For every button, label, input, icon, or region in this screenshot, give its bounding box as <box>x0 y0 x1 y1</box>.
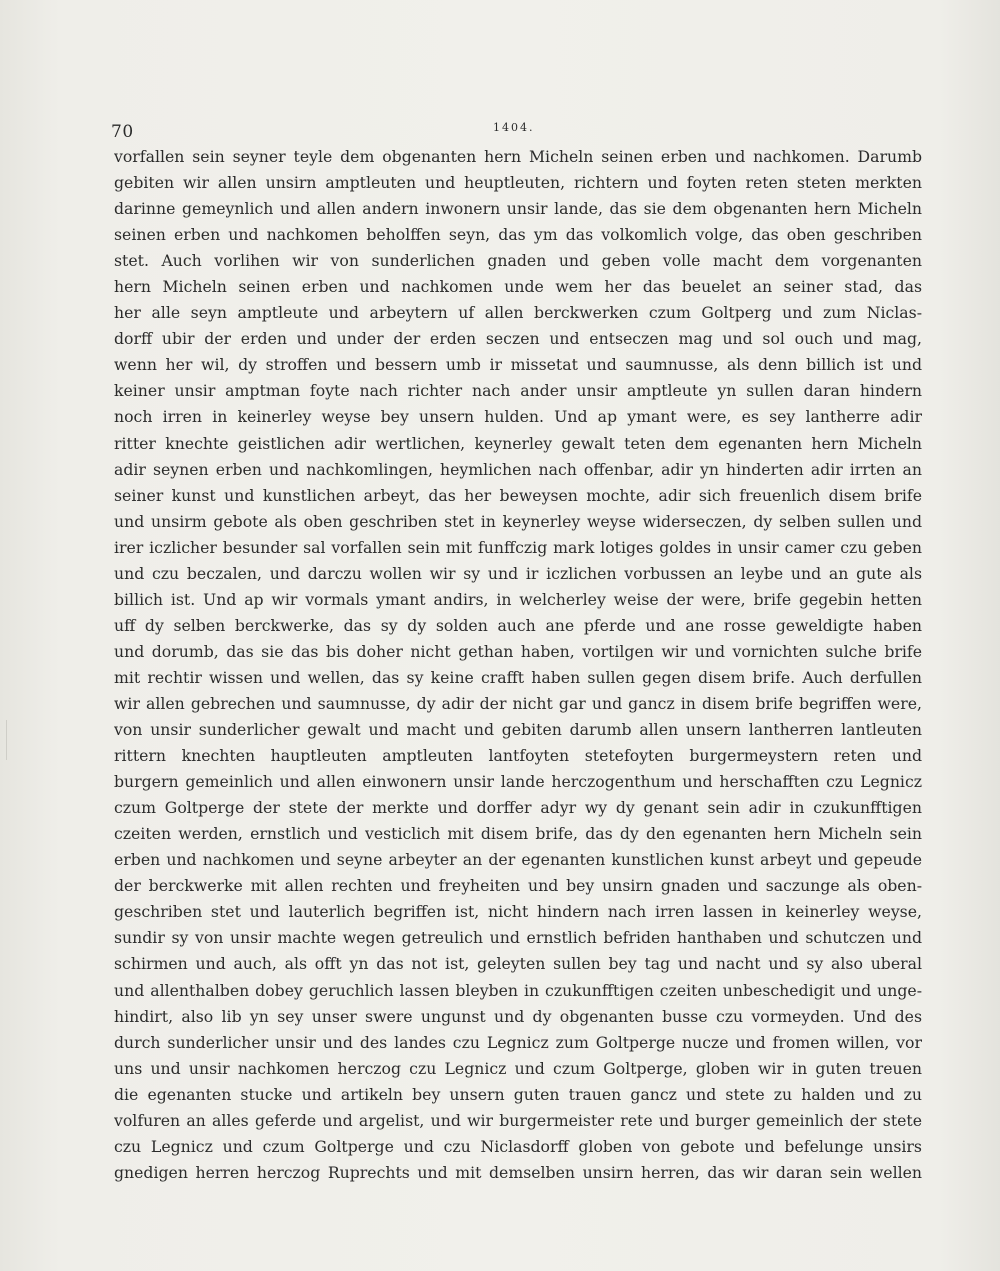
text-line: uns und unsir nachkomen herczog czu Legnicz und czum Goltperge, globen wir in guten treuen <box>114 1058 922 1078</box>
text-line: keiner unsir amptman foyte nach richter nach ander unsir amptleute yn sullen daran hindern <box>114 381 922 401</box>
text-line: czeiten werden, ernstlich und vesticlich mit disem brife, das dy den egenanten hern Micheln sein <box>114 824 922 844</box>
text-line: uff dy selben berckwerke, das sy dy solden auch ane pferde und ane rosse geweldigte haben <box>114 615 922 635</box>
text-line: irer iczlicher besunder sal vorfallen sein mit funffczig mark lotiges goldes in unsir camer czu geben <box>114 537 922 557</box>
text-line: hindirt, also lib yn sey unser swere ungunst und dy obgenanten busse czu vormeyden. Und des <box>114 1006 922 1026</box>
text-line: dorff ubir der erden und under der erden seczen und entseczen mag und sol ouch und mag, <box>114 329 922 349</box>
text-line: seinen erben und nachkomen beholffen seyn, das ym das volkomlich volge, das oben geschriben <box>114 225 922 245</box>
text-line: und allenthalben dobey geruchlich lassen bleyben in czukunfftigen czeiten unbeschedigit und unge- <box>114 980 922 1000</box>
text-line: sundir sy von unsir machte wegen getreulich und ernstlich befriden hanthaben und schutczen und <box>114 928 922 948</box>
text-line: schirmen und auch, als offt yn das not ist, geleyten sullen bey tag und nacht und sy also uberal <box>114 954 922 974</box>
text-line: noch irren in keinerley weyse bey unsern hulden. Und ap ymant were, es sey lantherre adir <box>114 407 922 427</box>
text-line: wenn her wil, dy stroffen und bessern umb ir missetat und saumnusse, als denn billich ist und <box>114 355 922 375</box>
text-line: wir allen gebrechen und saumnusse, dy adir der nicht gar und gancz in disem brife begriffen were, <box>114 693 922 713</box>
text-line: billich ist. Und ap wir vormals ymant andirs, in welcherley weise der were, brife gegebin hetten <box>114 589 922 609</box>
text-line: volfuren an alles geferde und argelist, und wir burgermeister rete und burger gemeinlich der stete <box>114 1110 922 1130</box>
text-line: burgern gemeinlich und allen einwonern unsir lande herczogenthum und herschafften czu Legnicz <box>114 772 922 792</box>
text-line: stet. Auch vorlihen wir von sunderlichen gnaden und geben volle macht dem vorgenanten <box>114 251 922 271</box>
text-line: und dorumb, das sie das bis doher nicht gethan haben, vortilgen wir und vornichten sulche brife <box>114 641 922 661</box>
text-line: rittern knechten hauptleuten amptleuten lantfoyten stetefoyten burgermeystern reten und <box>114 746 922 766</box>
text-line: czum Goltperge der stete der merkte und dorffer adyr wy dy genant sein adir in czukunfftigen <box>114 798 922 818</box>
text-line: seiner kunst und kunstlichen arbeyt, das her beweysen mochte, adir sich freuenlich disem brife <box>114 485 922 505</box>
body-text <box>114 144 922 1186</box>
text-line: czu Legnicz und czum Goltperge und czu Niclasdorff globen von gebote und befelunge unsirs <box>114 1136 922 1156</box>
text-line: ritter knechte geistlichen adir wertlichen, keynerley gewalt teten dem egenanten hern Micheln <box>114 433 922 453</box>
text-line: der berckwerke mit allen rechten und freyheiten und bey unsirn gnaden und saczunge als oben- <box>114 876 922 896</box>
text-line: vorfallen sein seyner teyle dem obgenanten hern Micheln seinen erben und nachkomen. Darumb <box>114 147 922 166</box>
text-line: her alle seyn amptleute und arbeytern uf allen berckwerken czum Goltperg und zum Niclas- <box>114 303 922 323</box>
running-head-year: 1404. <box>493 121 535 134</box>
scan-gutter-mark <box>6 720 7 760</box>
text-line: darinne gemeynlich und allen andern inwonern unsir lande, das sie dem obgenanten hern Micheln <box>114 199 922 219</box>
text-line: gnedigen herren herczog Ruprechts und mit demselben unsirn herren, das wir daran sein wellen <box>114 1162 922 1182</box>
text-line: geschriben stet und lauterlich begriffen ist, nicht hindern nach irren lassen in keinerley weyse, <box>114 902 922 922</box>
text-line: adir seynen erben und nachkomlingen, heymlichen nach offenbar, adir yn hinderten adir irrten an <box>114 459 922 479</box>
text-line: mit rechtir wissen und wellen, das sy keine crafft haben sullen gegen disem brife. Auch derfullen <box>114 667 922 687</box>
text-line: erben und nachkomen und seyne arbeyter an der egenanten kunstlichen kunst arbeyt und gepeude <box>114 850 922 870</box>
text-line: durch sunderlicher unsir und des landes czu Legnicz zum Goltperge nucze und fromen willen, vor <box>114 1032 922 1052</box>
text-line: gebiten wir allen unsirn amptleuten und heuptleuten, richtern und foyten reten steten merkten <box>114 173 922 193</box>
page-number: 70 <box>111 122 134 142</box>
text-line: von unsir sunderlicher gewalt und macht und gebiten darumb allen unsern lantherren lantleuten <box>114 720 922 740</box>
text-line: und unsirm gebote als oben geschriben stet in keynerley weyse widerseczen, dy selben sullen und <box>114 511 922 531</box>
text-line: die egenanten stucke und artikeln bey unsern guten trauen gancz und stete zu halden und zu <box>114 1084 922 1104</box>
text-line: hern Micheln seinen erben und nachkomen unde wem her das beuelet an seiner stad, das <box>114 277 922 297</box>
text-line: und czu beczalen, und darczu wollen wir sy und ir iczlichen vorbussen an leybe und an gute als <box>114 563 922 583</box>
